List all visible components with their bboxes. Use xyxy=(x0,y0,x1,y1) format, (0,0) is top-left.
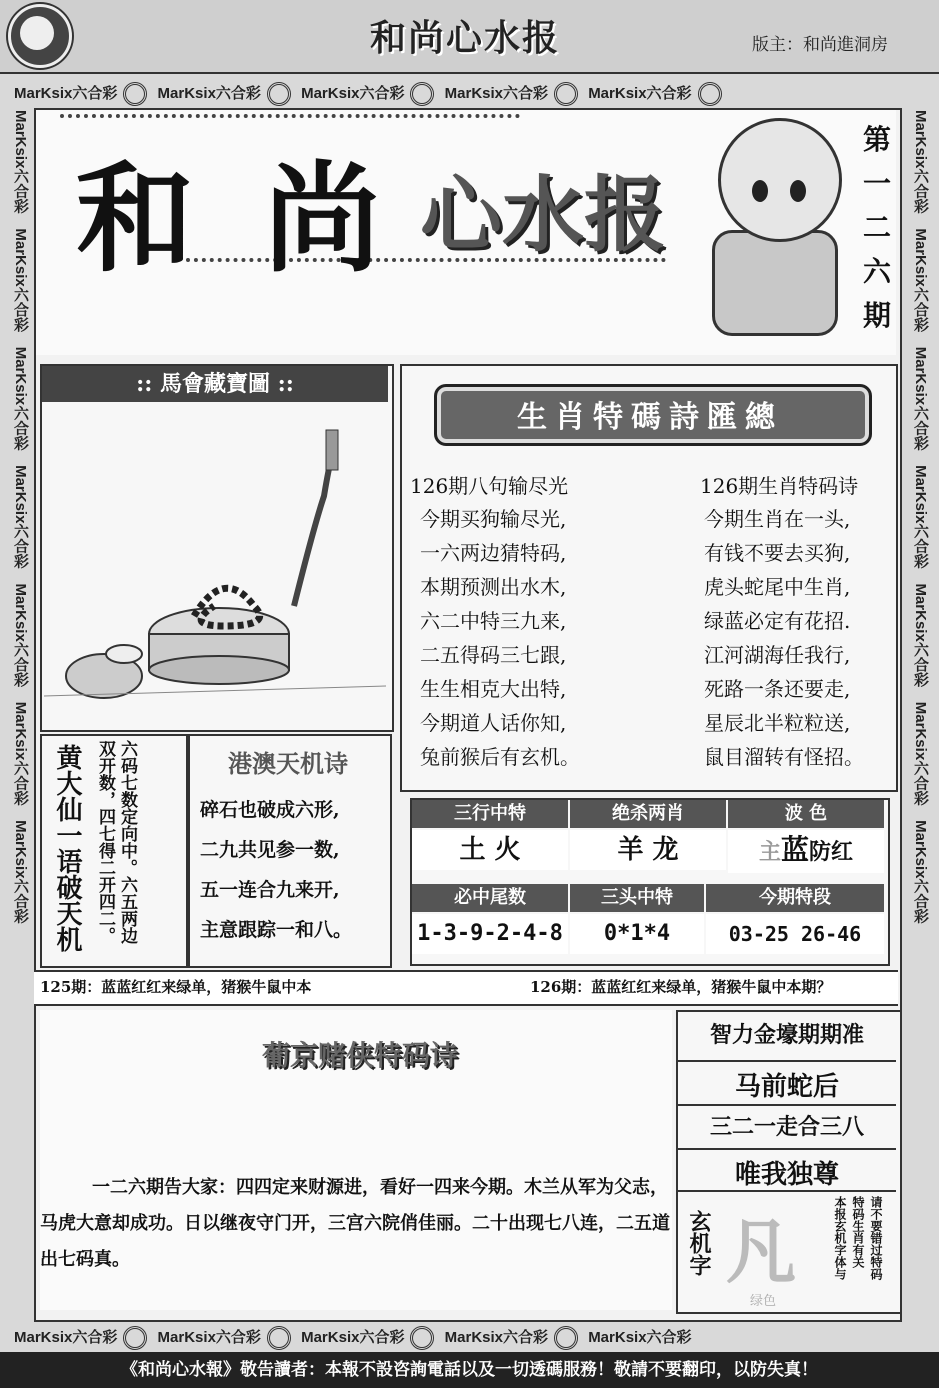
huang-label: 黄大仙一语破天机 xyxy=(52,744,82,952)
xuanji-note: 本报玄机字体与 xyxy=(833,1196,847,1280)
table-cell: 土 火 xyxy=(412,830,568,870)
zodiac-title: 生肖特碼詩匯總 xyxy=(517,400,783,435)
flower-icon xyxy=(123,82,147,106)
table-head: 绝杀两肖 xyxy=(570,800,726,828)
bottom-strip xyxy=(14,1326,692,1350)
right-line3: 三二一走合三八 xyxy=(678,1104,896,1141)
right-divider xyxy=(678,1190,896,1192)
right-line1: 智力金壕期期准 xyxy=(709,1022,864,1048)
table-head: 波 色 xyxy=(728,800,884,828)
strip-label: MarKsix六合彩 xyxy=(301,85,405,102)
masthead-title-2: 心水报 xyxy=(420,167,667,263)
footer-notice: 《和尚心水報》敬告讀者：本報不設咨詢電話以及一切透碼服務！敬請不要翻印，以防失真！ xyxy=(0,1352,939,1388)
xuanji-label: 玄机字 xyxy=(686,1210,712,1276)
gambler-body: 一二六期告大家：四四定来财源进，看好一四来今期。木兰从军为父志，马虎大意却成功。日以继夜守门开，三宫六院俏佳丽。二十出现七八连，二五道出七码真。 xyxy=(40,1177,670,1270)
xuanji-char: 凡 xyxy=(726,1210,796,1293)
masthead-title-1: 和 尚 xyxy=(76,149,396,288)
gambler-title: 葡京赌侠特码诗 xyxy=(261,1039,458,1072)
table-head: 三头中特 xyxy=(570,884,704,912)
issue-number: 第 一 二 六 期 xyxy=(862,123,891,332)
strip-label: MarKsix六合彩 xyxy=(14,85,118,102)
flower-icon xyxy=(410,82,434,106)
monk-body xyxy=(712,230,838,336)
strip-label: MarKsix六合彩 xyxy=(157,1329,261,1346)
logo-flower-icon xyxy=(20,16,54,50)
right-strip: MarKsix六合彩 MarKsix六合彩 MarKsix六合彩 MarKsix六合彩 MarKsix六合彩 MarKsix六合彩 MarKsix六合彩 xyxy=(912,110,929,924)
table-cell: 1-3-9-2-4-8 xyxy=(412,914,568,954)
right-line2: 马前蛇后 xyxy=(678,1060,896,1103)
poem2: 今期生肖在一头, 有钱不要去买狗, 虎头蛇尾中生肖, 绿蓝必定有花招. 江河湖海任我行, 死路一条还要走, 星辰北半粒粒送, 鼠目溜转有怪招。 xyxy=(704,507,864,769)
gangao-title: 港澳天机诗 xyxy=(228,750,348,778)
monk-mascot-icon xyxy=(718,118,842,242)
top-strip xyxy=(14,82,728,106)
flower-icon xyxy=(554,1326,578,1350)
poem1: 今期买狗输尽光, 一六两边猜特码, 本期预测出水木, 六二中特三九来, 二五得码三七跟, 生生相克大出特, 今期道人话你知, 兔前猴后有玄机。 xyxy=(420,507,580,769)
monk-eye-icon xyxy=(790,180,806,202)
left-strip: MarKsix六合彩 MarKsix六合彩 MarKsix六合彩 MarKsix六合彩 MarKsix六合彩 MarKsix六合彩 MarKsix六合彩 xyxy=(12,110,29,924)
table-cell: 03-25 26-46 xyxy=(706,914,884,954)
huang-text: 六码七数定向中。六五两边双开数，四七得二开四二。 xyxy=(95,740,137,944)
flower-icon xyxy=(267,1326,291,1350)
header-title: 和尚心水报 xyxy=(370,18,561,59)
flower-icon xyxy=(410,1326,434,1350)
treasure-map-title: :: 馬會藏寶圖 :: xyxy=(42,366,388,402)
history-left: 125期：蓝蓝红红来绿单，猪猴牛鼠中本 xyxy=(40,978,312,996)
flower-icon xyxy=(123,1326,147,1350)
flower-icon xyxy=(267,82,291,106)
xuanji-note: 请不要错过特码 xyxy=(869,1196,883,1280)
monk-eye-icon xyxy=(752,180,768,202)
strip-label: MarKsix六合彩 xyxy=(588,85,692,102)
strip-label: MarKsix六合彩 xyxy=(157,85,261,102)
flower-icon xyxy=(554,82,578,106)
strip-label: MarKsix六合彩 xyxy=(444,85,549,102)
xuanji-note: 特码生肖有关 xyxy=(851,1196,865,1268)
flower-icon xyxy=(698,82,722,106)
table-cell: 羊 龙 xyxy=(570,830,726,870)
xuanji-caption: 绿色 xyxy=(750,1294,777,1309)
poem2-title: 126期生肖特码诗 xyxy=(700,474,859,498)
poem1-title: 126期八句输尽光 xyxy=(410,474,569,498)
table-cell: 0*1*4 xyxy=(570,914,704,954)
treasure-map-illustration xyxy=(44,406,386,724)
table-head: 今期特段 xyxy=(706,884,884,912)
right-line4: 唯我独尊 xyxy=(678,1148,896,1191)
table-head: 必中尾数 xyxy=(412,884,568,912)
history-right: 126期：蓝蓝红红来绿单，猪猴牛鼠中本期？ xyxy=(530,978,832,996)
header-editor: 版主：和尚進洞房 xyxy=(752,35,888,55)
wave-color-cell: 主蓝防红 xyxy=(728,830,884,873)
gangao-poem: 碎石也破成六形, 二九共见参一数, 五一连合九来开, 主意跟踪一和八。 xyxy=(200,799,353,941)
table-head: 三行中特 xyxy=(412,800,568,828)
strip-label: MarKsix六合彩 xyxy=(444,1329,549,1346)
strip-label: MarKsix六合彩 xyxy=(14,1329,118,1346)
strip-label: MarKsix六合彩 xyxy=(588,1329,692,1346)
strip-label: MarKsix六合彩 xyxy=(301,1329,405,1346)
